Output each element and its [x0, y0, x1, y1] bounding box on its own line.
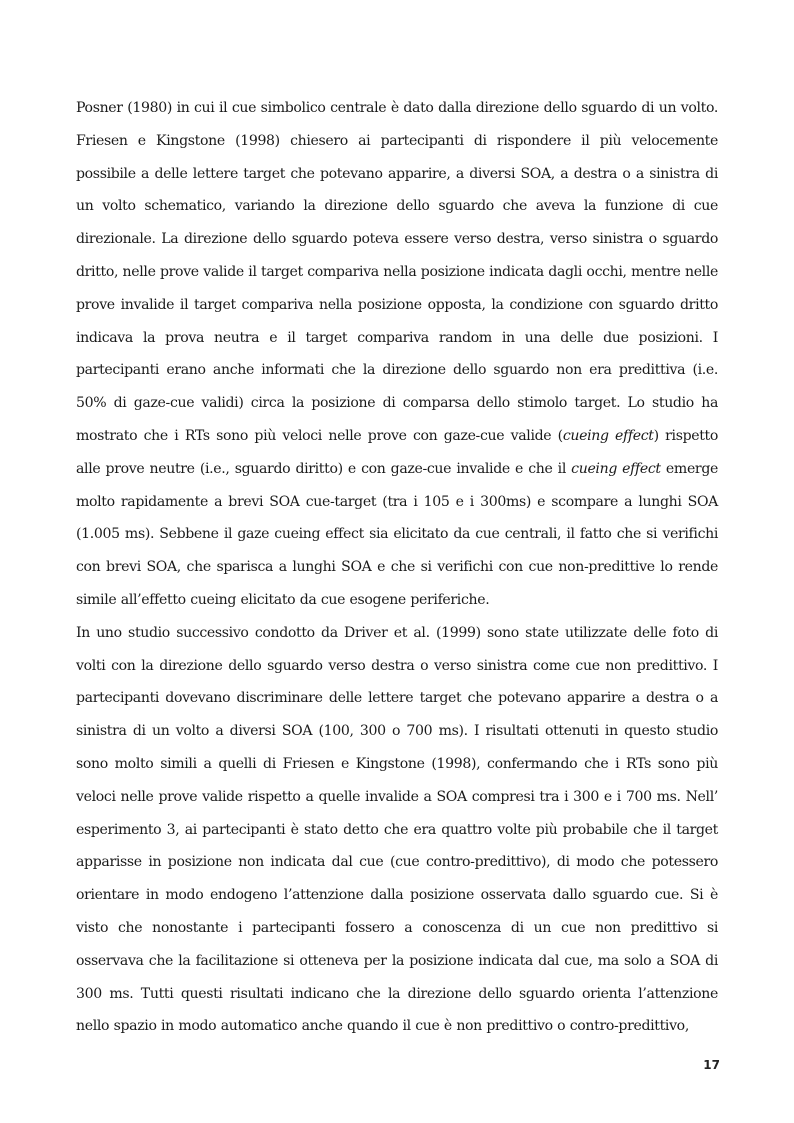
paragraph-1 — [76, 92, 718, 617]
paragraph-1-part-3: emerge molto rapidamente a brevi SOA cue-target (tra i 105 e i 300ms) e scompare a lunghi SOA (1.005 ms). Sebbene il gaze cueing effect sia elicitato da cue centrali, il fatto che si verifichi con brevi SOA, che sparisca a lunghi SOA e che si verifichi con cue non-predittive lo rende simile all’effetto cueing elicitato da cue esogene periferiche. — [76, 460, 718, 608]
paragraph-1-part-1: Posner (1980) in cui il cue simbolico centrale è dato dalla direzione dello sguardo di un volto. Friesen e Kingstone (1998) chiesero ai partecipanti di rispondere il più velocemente possibile a delle lettere target che potevano apparire, a diversi SOA, a destra o a sinistra di un volto schematico, variando la direzione dello sguardo che aveva la funzione di cue direzionale. La direzione dello sguardo poteva essere verso destra, verso sinistra o sguardo dritto, nelle prove valide il target compariva nella posizione indicata dagli occhi, mentre nelle prove invalide il target compariva nella posizione opposta, la condizione con sguardo dritto indicava la prova neutra e il target compariva random in una delle due posizioni. I partecipanti erano anche informati che la direzione dello sguardo non era predittiva (i.e. 50% di gaze-cue validi) circa la posizione di comparsa dello stimolo target. Lo studio ha mostrato che i RTs sono più veloci nelle prove con gaze-cue valide ( — [76, 100, 718, 444]
body-text — [76, 92, 718, 1043]
cueing-effect-term-2: cueing effect — [571, 460, 661, 477]
page-number: 17 — [703, 1058, 720, 1072]
paragraph-1-part-2: ) rispetto alle prove neutre (i.e., sguardo diritto) e con gaze-cue invalide e che il — [76, 427, 719, 477]
paragraph-2: In uno studio successivo condotto da Driver et al. (1999) sono state utilizzate delle foto di volti con la direzione dello sguardo verso destra o verso sinistra come cue non predittivo. I partecipanti dovevano discriminare delle lettere target che potevano apparire a destra o a sinistra di un volto a diversi SOA (100, 300 o 700 ms). I risultati ottenuti in questo studio sono molto simili a quelli di Friesen e Kingstone (1998), confermando che i RTs sono più veloci nelle prove valide rispetto a quelle invalide a SOA compresi tra i 300 e i 700 ms. Nell’ esperimento 3, ai partecipanti è stato detto che era quattro volte più probabile che il target apparisse in posizione non indicata dal cue (cue contro-predittivo), di modo che potessero orientare in modo endogeno l’attenzione dalla posizione osservata dallo sguardo cue. Si è visto che nonostante i partecipanti fossero a conoscenza di un cue non predittivo si osservava che la facilitazione si otteneva per la posizione indicata dal cue, ma solo a SOA di 300 ms. Tutti questi risultati indicano che la direzione dello sguardo orienta l’attenzione nello spazio in modo automatico anche quando il cue è non predittivo o contro-predittivo, — [76, 624, 718, 1035]
cueing-effect-term-1: cueing effect — [562, 427, 654, 444]
